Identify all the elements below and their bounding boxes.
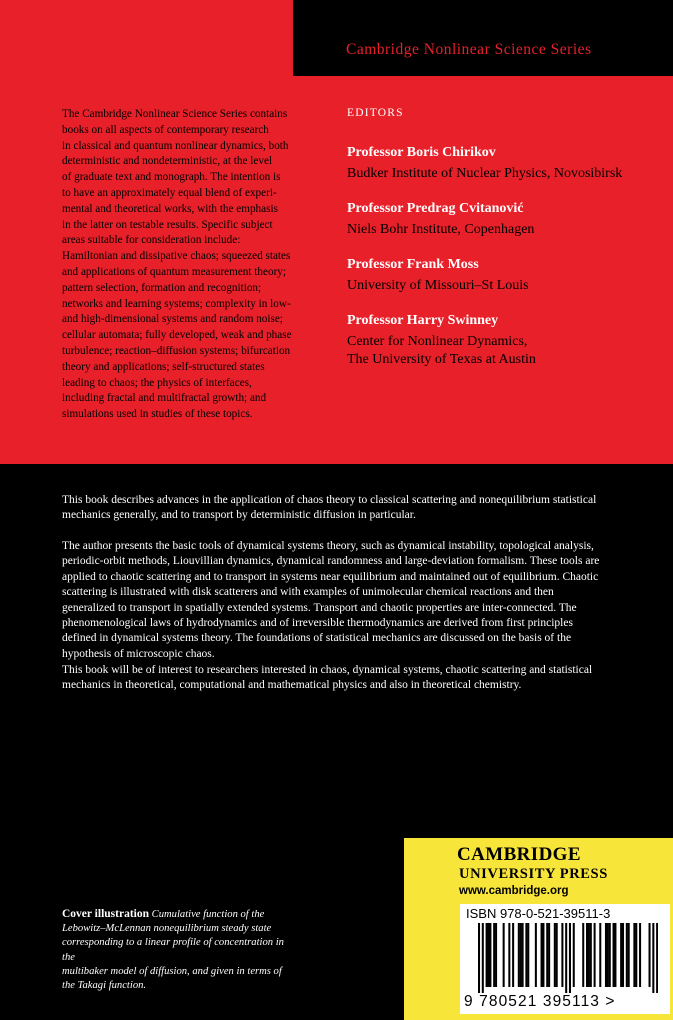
publisher-url: www.cambridge.org [459, 885, 569, 897]
editor-name: Professor Predrag Cvitanović [347, 201, 524, 216]
series-intro [62, 107, 332, 423]
intro-line: simulations used in studies of these topics. [62, 408, 253, 421]
intro-line: leading to chaos; the physics of interfaces, [62, 376, 252, 389]
barcode-bar [609, 923, 611, 987]
publisher-logo: CAMBRIDGE [457, 844, 581, 865]
description-line: defined in dynamical systems theory. The foundations of statistical mechanics are discussed on the basis of the [62, 632, 572, 645]
barcode-bar [535, 923, 537, 987]
barcode-bar [546, 923, 548, 987]
publisher-panel [404, 838, 673, 1020]
description-line: periodic-orbit methods, Liouvillian dynamics, dynamical randomness and large-deviation formalism. These tools are [62, 555, 600, 568]
barcode-bar [590, 923, 592, 987]
barcode-bar [599, 923, 601, 987]
intro-line: turbulence; reaction–diffusion systems; bifurcation [62, 344, 291, 357]
intro-line: mental and theoretical works, with the emphasis [62, 202, 278, 215]
editor-entry [347, 144, 667, 183]
editors-heading: EDITORS [347, 107, 404, 119]
barcode-bar [586, 923, 588, 987]
barcode-bar [613, 923, 615, 987]
intro-line: Hamiltonian and dissipative chaos; squeezed states [62, 250, 291, 263]
barcode-bar [487, 923, 489, 987]
barcode-bar [548, 923, 550, 987]
intro-line: books on all aspects of contemporary research [62, 123, 269, 136]
editor-institution: Budker Institute of Nuclear Physics, Novosibirsk [347, 166, 623, 181]
intro-line: areas suitable for consideration include: [62, 234, 241, 247]
publisher-press-label: UNIVERSITY PRESS [459, 866, 608, 882]
barcode-bar [633, 923, 635, 987]
editor-entry [347, 200, 667, 239]
intro-line: theory and applications; self-structured states [62, 360, 265, 373]
barcode-bar [495, 923, 497, 987]
cover-illustration-label: Cover illustration [62, 908, 149, 920]
description-line: This book will be of interest to researchers interested in chaos, dynamical systems, chaotic scattering and statistical [62, 664, 593, 676]
editor-entry [347, 312, 667, 369]
barcode-bar [527, 923, 529, 987]
editor-name: Professor Boris Chirikov [347, 145, 496, 160]
barcode-bar [518, 923, 520, 987]
barcode-bar [605, 923, 607, 987]
barcode-bar [639, 923, 641, 987]
barcode-bar [594, 923, 596, 987]
intro-line: in classical and quantum nonlinear dynamics, both [62, 139, 289, 152]
barcode-bar [652, 923, 654, 993]
barcode-bar [582, 923, 584, 987]
barcode-bar [508, 923, 510, 987]
description-paragraph [62, 539, 658, 662]
intro-line: and applications of quantum measurement theory; [62, 265, 286, 278]
barcode-bar [607, 923, 609, 987]
institution-line: Center for Nonlinear Dynamics, [347, 334, 528, 349]
barcode-bar [565, 923, 567, 993]
editor-entry [347, 256, 667, 295]
intro-line: networks and learning systems; complexity in low- [62, 297, 291, 310]
cover-illustration-credit [62, 907, 294, 993]
barcode-bar [588, 923, 590, 987]
intro-line: deterministic and nondeterministic, at the level [62, 155, 273, 168]
description-line: mechanics generally, and to transport by deterministic diffusion in particular. [62, 509, 416, 522]
barcode-bar [656, 923, 658, 993]
barcode-bar [561, 923, 563, 987]
description-line: phenomenological laws of hydrodynamics and of irreversible thermodynamics are derived from first principles [62, 617, 573, 630]
description-line: generalized to transport in spatially extended systems. Transport and chaotic properties are inter-connected. The [62, 601, 577, 614]
barcode-bar [525, 923, 527, 987]
description-paragraph [62, 493, 658, 524]
editor-name: Professor Harry Swinney [347, 313, 499, 328]
barcode-bar [628, 923, 630, 987]
barcode-bar [635, 923, 637, 987]
description-line: The author presents the basic tools of dynamical systems theory, such as dynamical instability, topological analysis, [62, 540, 594, 552]
intro-line: including fractal and multifractal growth; and [62, 392, 267, 405]
barcode-bar [520, 923, 522, 987]
intro-line: in the latter on testable results. Specific subject [62, 218, 273, 231]
editor-institution [347, 333, 667, 369]
editor-institution: Niels Bohr Institute, Copenhagen [347, 222, 535, 237]
description-line: scattering is illustrated with disk scatterers and with examples of unimolecular chemical reactions and then [62, 586, 554, 599]
barcode-bar [556, 923, 558, 987]
cover-illustration-line: multibaker model of diffusion, and given in terms of [62, 965, 282, 977]
description-line: This book describes advances in the application of chaos theory to classical scattering and nonequilibrium statistical [62, 494, 597, 506]
barcode-icon [478, 923, 658, 993]
editor-name: Professor Frank Moss [347, 257, 479, 272]
isbn-label: ISBN 978-0-521-39511-3 [466, 906, 611, 921]
cover-illustration-line: Lebowitz–McLennan nonequilibrium steady state [62, 923, 272, 935]
description-paragraph [62, 663, 658, 694]
barcode-bar [649, 923, 651, 987]
description-line: hypothesis of microscopic chaos. [62, 647, 215, 660]
barcode-bar [620, 923, 622, 987]
description-line: mechanics in theoretical, computational and mathematical physics and also in theoretical chemistry. [62, 679, 522, 692]
series-title: Cambridge Nonlinear Science Series [346, 41, 592, 58]
barcode-bar [489, 923, 491, 987]
barcode-number: 9 780521 395113 > [464, 993, 616, 1010]
intro-line: cellular automata; fully developed, weak and phase [62, 329, 292, 342]
intro-line: pattern selection, formation and recognition; [62, 281, 262, 294]
barcode-bar [614, 923, 616, 987]
intro-line: and high-dimensional systems and random noise; [62, 313, 283, 326]
barcode-box [460, 904, 670, 1014]
barcode-bar [622, 923, 624, 987]
barcode-bar [478, 923, 480, 993]
barcode-bar [512, 923, 514, 987]
editor-institution: University of Missouri–St Louis [347, 278, 529, 293]
barcode-bar [522, 923, 524, 987]
barcode-bar [569, 923, 571, 993]
intro-line: of graduate text and monograph. The intention is [62, 171, 281, 184]
barcode-bar [493, 923, 495, 987]
series-header-box [293, 0, 673, 76]
intro-line: to have an approximately equal blend of experi- [62, 186, 277, 199]
cover-illustration-line: corresponding to a linear profile of concentration in the [62, 937, 284, 963]
cover-illustration-line: the Takagi function. [62, 980, 147, 992]
description-line: applied to chaotic scattering and to transport in systems near equilibrium and maintained out of equilibrium. Chaotic [62, 570, 599, 583]
barcode-bar [541, 923, 543, 987]
barcode-bar [554, 923, 556, 987]
institution-line: The University of Texas at Austin [347, 352, 536, 367]
barcode-bar [482, 923, 484, 993]
barcode-bar [486, 923, 488, 987]
barcode-bar [573, 923, 575, 987]
barcode-bar [542, 923, 544, 987]
barcode-bar [626, 923, 628, 987]
intro-line: The Cambridge Nonlinear Science Series contains [62, 108, 288, 120]
cover-illustration-line: Cumulative function of the [151, 909, 265, 920]
barcode-bar [503, 923, 505, 987]
